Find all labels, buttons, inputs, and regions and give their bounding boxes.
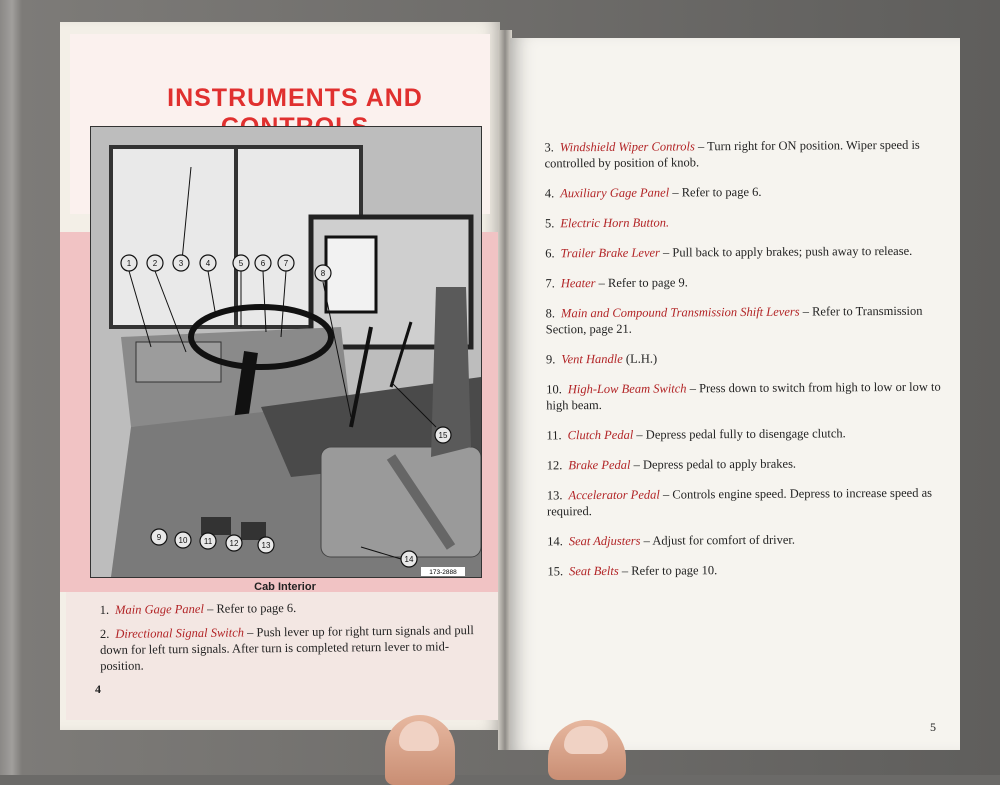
list-item [545, 183, 940, 202]
list-item [544, 137, 939, 172]
item-number: 9. [546, 352, 555, 366]
list-item [546, 425, 941, 444]
item-label: High-Low Beam Switch [568, 381, 687, 396]
list-item [547, 561, 942, 580]
item-number: 7. [545, 276, 554, 290]
item-label: Auxiliary Gage Panel [560, 186, 669, 201]
callout-label: 14 [405, 555, 414, 564]
item-number: 11. [546, 428, 561, 442]
callout-label: 12 [230, 539, 239, 548]
item-number: 13. [547, 488, 563, 502]
item-text: – Depress pedal fully to disengage clutch. [633, 426, 846, 441]
page-title: INSTRUMENTS AND [100, 84, 490, 142]
right-page [510, 38, 960, 750]
list-item [546, 303, 941, 338]
callout-label: 11 [204, 537, 213, 546]
left-page [60, 22, 500, 730]
list-item [545, 213, 940, 232]
list-item [100, 622, 480, 674]
item-text: – Press down to switch from high to low or low to high beam. [546, 380, 941, 413]
item-text: – Depress pedal to apply brakes. [630, 457, 796, 472]
item-text: – Pull back to apply brakes; push away to release. [660, 244, 912, 260]
item-text: (L.H.) [623, 352, 657, 366]
item-label: Windshield Wiper Controls [560, 139, 695, 154]
item-text: – Refer to page 9. [595, 275, 687, 290]
item-label: Main and Compound Transmission Shift Levers [561, 305, 800, 321]
list-item [100, 598, 480, 618]
item-number: 3. [544, 140, 553, 154]
photo-tag: 173-2888 [429, 569, 457, 576]
list-item [545, 243, 940, 262]
callout-label: 7 [284, 259, 289, 268]
item-number: 14. [547, 534, 563, 548]
item-label: Main Gage Panel [115, 602, 204, 617]
left-item-list [100, 598, 481, 682]
item-number: 12. [547, 458, 563, 472]
callout-label: 15 [439, 431, 448, 440]
item-label: Directional Signal Switch [115, 625, 244, 640]
item-text: – Refer to Transmission Section, page 21. [546, 304, 923, 337]
item-text: – Adjust for comfort of driver. [640, 533, 795, 548]
thumbnail-left [399, 721, 439, 751]
item-number: 4. [545, 186, 554, 200]
list-item [546, 349, 941, 368]
item-number: 5. [545, 216, 554, 230]
photo-caption: Cab Interior [90, 581, 480, 593]
item-text: – Refer to page 6. [204, 601, 296, 616]
item-text: – Controls engine speed. Depress to increase speed as required. [547, 486, 932, 519]
item-label: Brake Pedal [568, 458, 630, 472]
callout-label: 8 [321, 269, 326, 278]
list-item [546, 379, 941, 414]
callout-label: 9 [157, 533, 162, 542]
item-text: – Turn right for ON position. Wiper speed is controlled by position of knob. [545, 138, 920, 171]
item-label: Clutch Pedal [568, 428, 634, 442]
item-number: 2. [100, 627, 110, 641]
item-label: Seat Belts [569, 564, 619, 578]
page-number-right: 5 [930, 720, 936, 735]
item-label: Seat Adjusters [569, 534, 641, 548]
cab-interior-photo [90, 126, 482, 578]
callout-label: 5 [239, 259, 244, 268]
item-label: Heater [561, 276, 596, 290]
item-text: – Push lever up for right turn signals and pull down for left turn signals. After turn is completed return lever to mid-position. [100, 623, 474, 673]
list-item [547, 485, 942, 520]
list-item [547, 531, 942, 550]
item-number: 10. [546, 382, 562, 396]
callout-label: 3 [179, 259, 184, 268]
item-number: 15. [547, 564, 563, 578]
callout-label: 1 [127, 259, 132, 268]
page-number-left: 4 [95, 682, 101, 697]
item-label: Vent Handle [561, 352, 623, 366]
callout-label: 13 [262, 541, 271, 550]
item-label: Accelerator Pedal [568, 488, 659, 503]
item-text: – Refer to page 10. [619, 563, 718, 578]
item-text: – Refer to page 6. [669, 185, 761, 200]
list-item [545, 273, 940, 292]
list-item [547, 455, 942, 474]
item-number: 6. [545, 246, 554, 260]
right-item-list [544, 137, 942, 594]
item-number: 1. [100, 603, 110, 617]
item-label: Electric Horn Button. [560, 216, 669, 231]
callout-label: 10 [179, 536, 188, 545]
callout-label: 6 [261, 259, 266, 268]
thumbnail-right [564, 726, 608, 754]
item-label: Trailer Brake Lever [561, 246, 660, 261]
callout-label: 2 [153, 259, 158, 268]
callout-label: 4 [206, 259, 211, 268]
item-number: 8. [546, 306, 555, 320]
